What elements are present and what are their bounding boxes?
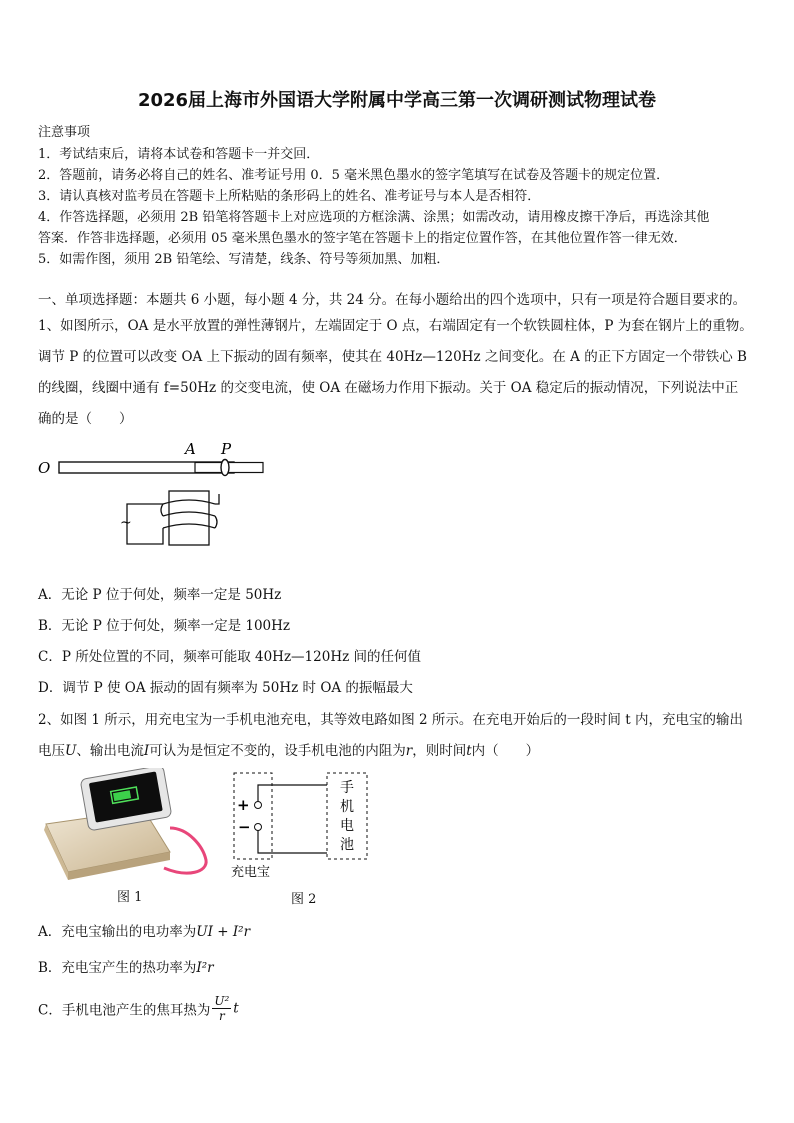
terminal-minus [255, 824, 262, 831]
q2-option-b-expression: I²r [196, 960, 214, 976]
q2-option-c-text: C．手机电池产生的焦耳热为 [38, 1002, 211, 1019]
notice-item: 3．请认真核对监考员在答题卡上所粘贴的条形码上的姓名、准考证号与本人是否相符． [38, 189, 541, 204]
label-p: P [221, 440, 232, 458]
notice-heading: 注意事项 [38, 125, 91, 140]
q2-option-b-text: B．充电宝产生的热功率为 [38, 960, 197, 976]
notice-item: 1．考试结束后，请将本试卷和答题卡一并交回． [38, 147, 320, 162]
charging-cable [164, 828, 206, 873]
label-a: A [185, 440, 196, 458]
q2-stem-line: 2、如图 1 所示，用充电宝为一手机电池充电，其等效电路如图 2 所示。在充电开始后的一段时间 t 内，充电宝的输出 [38, 712, 743, 728]
q1-figure [35, 436, 275, 558]
fraction-denominator: r [218, 1009, 225, 1023]
weight-p [221, 460, 229, 476]
symbol-u: U [65, 743, 77, 759]
notice-item: 2．答题前，请务必将自己的姓名、准考证号用 0．5 毫米黑色墨水的签字笔填写在试卷及答题卡的规定位置． [38, 168, 670, 183]
label-o: O [38, 459, 51, 477]
q2-text: ，则时间 [412, 743, 467, 759]
q2-option-a-expression: UI + I²r [196, 924, 251, 940]
q2-option-c-fraction [212, 994, 231, 1023]
q2-text: 、输出电流 [76, 743, 144, 759]
phone-icon [80, 768, 172, 831]
terminal-plus [255, 802, 262, 809]
notice-item: 答案．作答非选择题，必须用 05 毫米黑色墨水的签字笔在答题卡上的指定位置作答，在其他位置作答一律无效． [38, 231, 687, 246]
minus-terminal-label: − [238, 818, 251, 836]
figure-1-power-bank-photo [38, 768, 218, 883]
q2-stem-line [38, 739, 539, 759]
section-header: 一、单项选择题：本题共 6 小题，每小题 4 分，共 24 分。在每小题给出的四个选项中，只有一项是符合题目要求的。 [38, 292, 747, 308]
coil-b [127, 491, 219, 545]
q2-option-c-tail: t [233, 1000, 239, 1017]
phone-battery-label-3: 电 [340, 818, 354, 834]
q1-stem-line: 确的是（ ） [38, 411, 133, 427]
power-bank-label: 充电宝 [231, 865, 271, 880]
notice-item: 5．如需作图，须用 2B 铅笔绘、写清楚，线条、符号等须加黑、加粗． [38, 252, 450, 267]
notice-item: 4．作答选择题，必须用 2B 铅笔将答题卡上对应选项的方框涂满、涂黑；如需改动，请用橡皮擦干净后，再选涂其他 [38, 210, 710, 225]
q2-text: 内（ ） [471, 743, 540, 759]
page-title: 2026届上海市外国语大学附属中学高三第一次调研测试物理试卷 [137, 90, 657, 111]
ac-source-symbol: ~ [120, 515, 132, 531]
q1-option-a: A．无论 P 位于何处，频率一定是 50Hz [38, 587, 282, 603]
q1-option-d: D．调节 P 使 OA 振动的固有频率为 50Hz 时 OA 的振幅最大 [38, 680, 413, 696]
q1-stem-line: 1、如图所示，OA 是水平放置的弹性薄钢片，左端固定于 O 点，右端固定有一个软铁圆柱体，P 为套在钢片上的重物。 [38, 318, 753, 334]
q2-option-a-text: A．充电宝输出的电功率为 [38, 924, 197, 940]
q2-text: 电压 [38, 743, 65, 759]
phone-battery-label-4: 池 [340, 837, 354, 853]
plus-terminal-label: + [237, 796, 250, 814]
phone-battery-label-2: 机 [340, 799, 354, 815]
figure-1-caption: 图 1 [117, 890, 143, 905]
q2-option-a [38, 920, 250, 940]
symbol-t: t [466, 743, 472, 759]
symbol-r: r [405, 743, 413, 759]
q1-stem-line: 的线圈，线圈中通有 f=50Hz 的交变电流，使 OA 在磁场力作用下振动。关于 OA 稳定后的振动情况，下列说法中正 [38, 380, 739, 396]
q2-option-b [38, 956, 214, 976]
power-bank-box [234, 773, 272, 859]
q1-option-c: C．P 所处位置的不同，频率可能取 40Hz—120Hz 间的任何值 [38, 649, 422, 665]
figure-2-circuit [228, 768, 374, 883]
q1-option-b: B．无论 P 位于何处，频率一定是 100Hz [38, 618, 291, 634]
fraction-numerator: U² [214, 994, 230, 1008]
phone-battery-label-1: 手 [340, 780, 354, 796]
figure-2-caption: 图 2 [291, 892, 317, 907]
symbol-i: I [143, 743, 150, 759]
q2-text: 可认为是恒定不变的，设手机电池的内阻为 [149, 743, 406, 759]
q2-option-c [38, 994, 239, 1023]
q1-stem-line: 调节 P 的位置可以改变 OA 上下振动的固有频率，使其在 40Hz—120Hz 之间变化。在 A 的正下方固定一个带铁心 B [38, 349, 747, 365]
